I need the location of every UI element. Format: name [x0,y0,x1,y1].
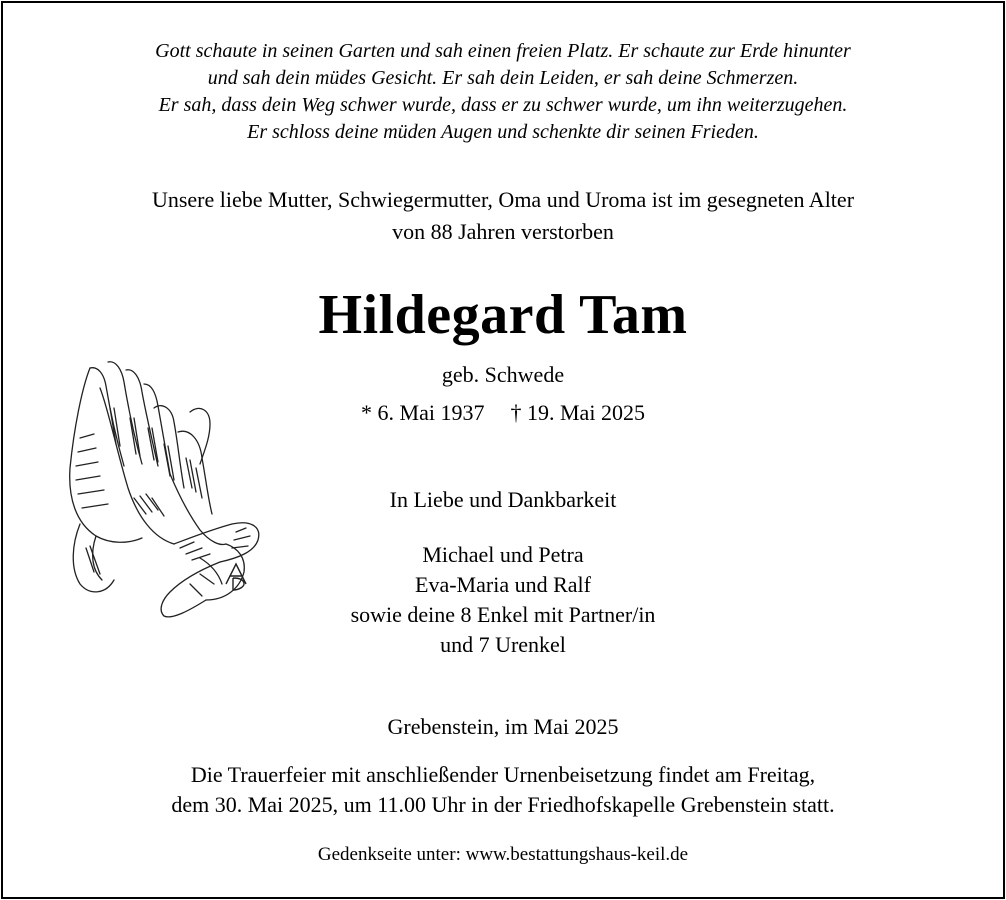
announcement-line: Unsere liebe Mutter, Schwiegermutter, Oma und Uroma ist im gesegneten Alter [151,187,855,212]
memorial-page-link[interactable]: Gedenkseite unter: www.bestattungshaus-keil.de [317,844,689,865]
announcement-line: von 88 Jahren verstorben [392,219,614,244]
place-and-date: Grebenstein, im Mai 2025 [387,714,619,739]
family-member: Michael und Petra [422,542,584,567]
poem-line: und sah dein müdes Gesicht. Er sah dein Leiden, er sah deine Schmerzen. [207,67,799,89]
funeral-info [0,760,1006,820]
birth-date: * 6. Mai 1937 [361,400,485,425]
birth-name: geb. Schwede [441,362,565,387]
family-member: sowie deine 8 Enkel mit Partner/in [350,602,656,627]
funeral-info-line: dem 30. Mai 2025, um 11.00 Uhr in der Friedhofskapelle Grebenstein statt. [171,792,835,817]
poem-line: Er sah, dass dein Weg schwer wurde, dass er zu schwer wurde, um ihn weiterzugehen. [158,94,848,116]
funeral-info-line: Die Trauerfeier mit anschließender Urnenbeisetzung findet am Freitag, [190,762,816,787]
death-announcement [0,184,1006,248]
family-list [0,540,1006,660]
family-member: und 7 Urenkel [440,632,566,657]
deceased-name: Hildegard Tam [318,284,688,346]
family-member: Eva-Maria und Ralf [415,572,591,597]
poem-line: Gott schaute in seinen Garten und sah einen freien Platz. Er schaute zur Erde hinunter [155,40,851,62]
death-date: † 19. Mai 2025 [510,400,645,425]
poem [0,38,1006,146]
poem-line: Er schloss deine müden Augen und schenkte dir seinen Frieden. [247,121,759,143]
thanks-line: In Liebe und Dankbarkeit [389,487,617,512]
